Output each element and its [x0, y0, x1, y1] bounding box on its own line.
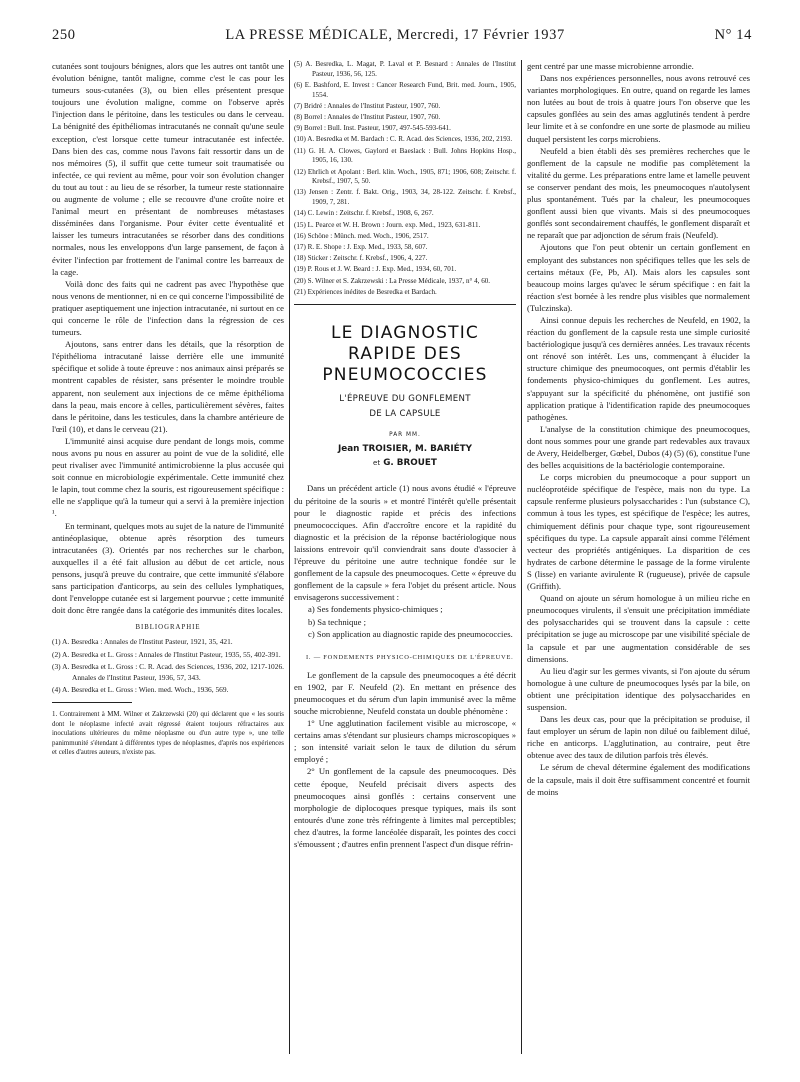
page-header [52, 27, 752, 51]
body-paragraph: Neufeld a bien établi dès ses premières recherches que le gonflement de la capsule ne modifie pas complètement la vitalité du germe. Les préparations entre lame et lamelle peuvent se conserver pendant des mois, les pneumocoques n'autolysent plus spontanément. Tués par la chaleur, les pneumocoques gonflent aussi bien que vivants. Mais si des pneumocoques gonflés sont secondairement chauffés, le gonflement disparaît et ne reparaît que par adjonction de sérum frais (Neufeld). [527, 145, 750, 241]
reference-list [294, 60, 516, 297]
column-left [52, 60, 284, 1082]
reference-entry: (7) Bridré : Annales de l'Institut Pasteur, 1907, 760. [294, 101, 441, 110]
author-name: G. BROUET [383, 458, 437, 469]
plan-item: c) Son application au diagnostic rapide des pneumococcies. [308, 628, 513, 639]
issue-number: N° 14 [714, 27, 752, 43]
body-paragraph: Ajoutons, sans entrer dans les détails, que la résorption de l'épithélioma intracutané laisse derrière elle une immunité spécifique et solide à toute épreuve : nos animaux ainsi préparés se montrent capables de résister, sans présenter le moindre trouble apparent, non seulement aux injections de ce même épithélioma dans la peau, mais encore à celles, particulièrement sévères, faites dans le péritoine, dans les testicules, dans la chambre antérieure de l'œil (10), et dans le cerveau (21). [52, 339, 284, 434]
body-paragraph: L'immunité ainsi acquise dure pendant de longs mois, comme nous avons pu nous en assurer au point de vue de la solidité, elle peut rivaliser avec l'immunité antimicrobienne la plus accusée qui soit connue en microbiologie expérimentale. Cette immunité chez le lapin, tout comme chez la souris, est rigoureusement spécifique : elle ne s'applique qu'à la tumeur qui a servi à la première injection ¹. [52, 435, 284, 519]
body-paragraph: Ainsi connue depuis les recherches de Neufeld, en 1902, la réaction du gonflement de la capsule resta une simple curiosité bactériologique jusqu'à ces dernières années. Les travaux récents ont rénové son intérêt. Les uns, commençant à élucider la structure chimique des pneumocoques, ont permis d'établir les fondements physico-chimiques du gonflement. Les autres, s'appuyant sur la spécificité du phénomène, ont justifié son application pratique à l'identification rapide des pneumocoques pathogènes. [527, 314, 750, 422]
body-paragraph: gent centré par une masse microbienne arrondie. [527, 61, 694, 71]
body-paragraph: L'analyse de la constitution chimique des pneumocoques, dont nous sommes pour une grande part redevables aux travaux de Avery, Heidelberger, Gœbel, Dubos (4) (5) (6), constitue l'une des belles acquisitions de la bactériologie contemporaine. [527, 423, 750, 471]
page-number: 250 [52, 27, 76, 43]
subtitle-line: DE LA CAPSULE [369, 409, 441, 420]
reference-entry: (16) Schöne : Münch. med. Woch., 1906, 2517. [294, 231, 429, 240]
body-paragraph: Quand on ajoute un sérum homologue à un milieu riche en pneumocoques virulents, il s'ensuit une précipitation immédiate des polysaccharides qui se trouvent dans la capsule : cette précipitation se juge au microscope par une visibilité spéciale de la capsule et par une augmentation considérable de ses dimensions. [527, 593, 750, 664]
body-paragraph: En terminant, quelques mots au sujet de la nature de l'immunité antinéoplasique, obtenue après résorption des tumeurs intracutanées (3). Orientés par nos recherches sur le charbon, auxquelles il a été fait allusion au début de cet article, nous pensons, jusqu'à preuve du contraire, que cette immunité s'élabore sans participation d'anticorps, au sein des cellules lymphatiques, dont l'enveloppe cutanée est si largement pourvue ; cette immunité doit donc être rangée dans la catégorie des immunités dites locales. [52, 520, 284, 616]
bibliography-entry: (4) A. Besredka et L. Gross : Wien. med. Woch., 1936, 569. [52, 684, 229, 694]
author-names-2 [294, 456, 516, 470]
body-paragraph: Ajoutons que l'on peut obtenir un certain gonflement en employant des substances non spécifiques telles que les sels de certains métaux (Fe, Pb, Al). Mais alors les capsules sont beaucoup moins larges qu'avec le sérum spécifique : en fait la réaction s'est bornée à les rendre plus visibles que normalement (Tulczinska). [527, 242, 750, 313]
body-paragraph: Dans nos expériences personnelles, nous avons retrouvé ces variantes morphologiques. En outre, quand on regarde les lames non lutées au bout de trois à quatre jours l'on observe que les capsules gonflées au sein des amas agglutinés tendent à perdre leur limite et à se confondre en une sorte de plasmode au milieu duquel persistent les corps microbiens. [527, 73, 750, 144]
section-rule [294, 304, 516, 305]
column-divider [521, 60, 522, 1054]
footnote-rule [52, 702, 132, 703]
reference-entry: (12) Ehrlich et Apolant : Berl. klin. Woch., 1905, 871; 1906, 608; Zeitschr. f. Krebsf., 1907, 5, 50. [294, 167, 516, 186]
author-conjunction: et [373, 459, 381, 468]
body-paragraph: Le sérum de cheval détermine également des modifications de la capsule, mais il doit être suffisamment concentré et fournit de moins [527, 762, 750, 797]
reference-entry: (17) R. E. Shope : J. Exp. Med., 1933, 58, 607. [294, 242, 428, 251]
bibliography-entry: (1) A. Besredka : Annales de l'Institut Pasteur, 1921, 35, 421. [52, 637, 233, 647]
intro-paragraph: Dans un précédent article (1) nous avons étudié « l'épreuve du péritoine de la souris » et montré l'intérêt qu'elle présentait pour le diagnostic rapide et précis des infections pneumococciques. Afin d'accroître encore et la rapidité du diagnostic et la précision de la réponse bactériologique nous laissions entrevoir qu'il conviendrait sans doute d'associer à l'épreuve du péritoine une autre technique fondée sur le gonflement de la capsule des pneumocoques. Cette « épreuve du gonflement de la capsule » fera l'objet du présent article. Nous envisagerons successivement : [294, 483, 516, 603]
byline-par: PAR MM. [389, 432, 421, 439]
reference-entry: (13) Jensen : Zentr. f. Bakt. Orig., 1903, 34, 28-122. Zeitschr. f. Krebsf., 1909, 7, 281. [294, 188, 516, 207]
reference-entry: (18) Sticker : Zeitschr. f. Krebsf., 1906, 4, 227. [294, 254, 428, 263]
column-divider [289, 60, 290, 1054]
author-names: Jean TROISIER, M. BARIÉTY [337, 444, 473, 455]
reference-entry: (15) L. Pearce et W. H. Brown : Journ. exp. Med., 1923, 631-811. [294, 220, 481, 229]
subtitle-line: L'ÉPREUVE DU GONFLEMENT [339, 394, 471, 405]
body-paragraph: Au lieu d'agir sur les germes vivants, si l'on ajoute du sérum homologue à une culture de pneumocoques lysés par la bile, on obtient une précipitation identique des polysaccharides en suspension. [527, 665, 750, 712]
bibliography-entry: (2) A. Besredka et L. Gross : Annales de l'Institut Pasteur, 1935, 55, 402-391. [52, 649, 281, 659]
body-paragraph: cutanées sont toujours bénignes, alors que les autres ont tantôt une évolution bénigne, tantôt maligne, comme c'est le cas pour les tumeurs sous-cutanées (3), ou bien elles présentent presque toujours une évolution maligne, comme on l'observe après l'injection dans le péritoine, dans les testicules ou dans le cerveau. La bénignité des épithéliomas intracutanés ne connaît qu'une seule exception, c'est lorsque cette tumeur intracutanée est infectée. Dans bien des cas, comme nous l'avons fait ressortir dans un de nos mémoires (5), il suffit que cette tumeur soit traumatisée ou infectée, ce qui revient au même, pour voir son évolution changer du tout au tout : au lieu de se résorber, la tumeur reste stationnaire ou augmente de volume ; elle se recouvre d'une croûte noire et l'animal meurt en présentant de nombreuses métastases disséminées dans l'organisme. Pour éviter cette éventualité et laisser les tumeurs intracutanées se résorber dans des conditions normales, nous les enveloppons d'un large pansement, de façon à éviter l'infection par frottement de l'animal contre les barreaux de la cage. [52, 61, 284, 277]
reference-entry: (11) G. H. A. Clowes, Gaylord et Baeslack : Bull. Johns Hopkins Hosp., 1905, 16, 130. [294, 146, 516, 165]
reference-entry: (8) Borrel : Annales de l'Institut Pasteur, 1907, 760. [294, 113, 441, 122]
column-middle [294, 60, 516, 1082]
reference-entry: (20) S. Wilner et S. Zakrzewski : La Presse Médicale, 1937, n° 4, 60. [294, 276, 491, 285]
article-subtitle [294, 392, 516, 422]
reference-entry: (10) A. Besredka et M. Bardach : C. R. Acad. des Sciences, 1936, 202, 2193. [294, 135, 513, 144]
body-paragraph: Voilà donc des faits qui ne cadrent pas avec l'hypothèse que nous venons de mentionner, ni en ce qui concerne l'impossibilité de pratiquer aseptiquement une injection intracutanée, ni surtout en ce qui concerne le rôle de l'infection dans la régression de ces tumeurs. [52, 278, 284, 338]
reference-entry: (21) Expériences inédites de Besredka et Bardach. [294, 287, 437, 296]
reference-entry: (5) A. Besredka, L. Magat, P. Laval et P. Besnard : Annales de l'Institut Pasteur, 1936, 56, 125. [294, 60, 516, 78]
reference-entry: (6) E. Bashford, E. Invest : Cancer Research Fund, Brit. med. Journ., 1905, 1554. [294, 80, 516, 99]
reference-entry: (14) C. Lewin : Zeitschr. f. Krebsf., 1908, 6, 267. [294, 209, 434, 218]
plan-list [294, 603, 516, 639]
body-paragraph: 1° Une agglutination facilement visible au microscope, « certains amas s'étendant sur plusieurs champs microscopiques » ; son intensité variait selon le taux de dilution du sérum employé ; [294, 718, 516, 765]
bibliography-entry: (3) A. Besredka et L. Gross : C. R. Acad. des Sciences, 1936, 202, 1217-1026. Annales de l'Institut Pasteur, 1936, 57, 343. [52, 662, 284, 682]
plan-item: a) Ses fondements physico-chimiques ; [308, 604, 443, 615]
reference-entry: (9) Borrel : Bull. Inst. Pasteur, 1907, 497-545-593-641. [294, 124, 451, 133]
bibliography-title: BIBLIOGRAPHIE [135, 624, 201, 632]
plan-item: b) Sa technique ; [308, 616, 366, 627]
footnote: 1. Contrairement à MM. Wilner et Zakrzewski (20) qui déclarent que « les souris dont le néoplasme infecté avait régressé étaient toujours réfractaires aux inoculations ultérieures du même néoplasme ou d'un autre type », une telle panimmunité s'étendant à différentes types de néoplasmes, d'après nos expériences et celles d'autres auteurs, n'existe pas. [52, 711, 284, 756]
journal-title: LA PRESSE MÉDICALE, Mercredi, 17 Février 1937 [225, 27, 565, 43]
column-right [527, 60, 750, 1082]
article-title: LE DIAGNOSTIC RAPIDE DES PNEUMOCOCCIES [322, 323, 488, 386]
body-paragraph: Le gonflement de la capsule des pneumocoques a été décrit en 1902, par F. Neufeld (2). En mettant en présence des pneumocoques et du sérum d'un lapin immunisé avec la même souche microbienne, Neufeld constata un double phénomène : [294, 669, 516, 716]
body-paragraph: 2° Un gonflement de la capsule des pneumocoques. Dès cette époque, Neufeld précisait divers aspects des pneumocoques ainsi gonflés : certains conservent une morphologie de diplocoques presque typiques, mais ils sont entourés d'une zone très réfringente à limites mal perceptibles; chez d'autres, la forme lancéolée disparaît, les pointes des cocci s'émoussent ; d'autres enfin prennent l'aspect d'un disque réfrin- [294, 766, 516, 849]
section-heading: I. — FONDEMENTS PHYSICO-CHIMIQUES DE L'ÉPREUVE. [306, 653, 514, 661]
body-paragraph: Dans les deux cas, pour que la précipitation se produise, il faut employer un sérum de lapin non dilué ou faiblement dilué, riche en anticorps. L'agglutination, au contraire, peut être obtenue avec des taux de dilution parfois très élevés. [527, 714, 750, 761]
reference-entry: (19) P. Rous et J. W. Beard : J. Exp. Med., 1934, 60, 701. [294, 265, 457, 274]
body-paragraph: Le corps microbien du pneumocoque a pour support un nucléoprotéide spécifique de l'espèce, mais non du type. La capsule renferme plusieurs polysaccharides : l'un (substance C), commun à tous les types, est spécifique de l'espèce; les autres, chimiquement définis pour chaque type, sont rigoureusement spécifiques du type. La capsule apparaît ainsi comme l'élément vecteur des propriétés antigéniques. La disparition de ces hydrates de carbone détermine le passage de la forme virulente S (lisse) en variante avirulente R (rugueuse), privée de capsule (Griffith). [527, 472, 750, 592]
